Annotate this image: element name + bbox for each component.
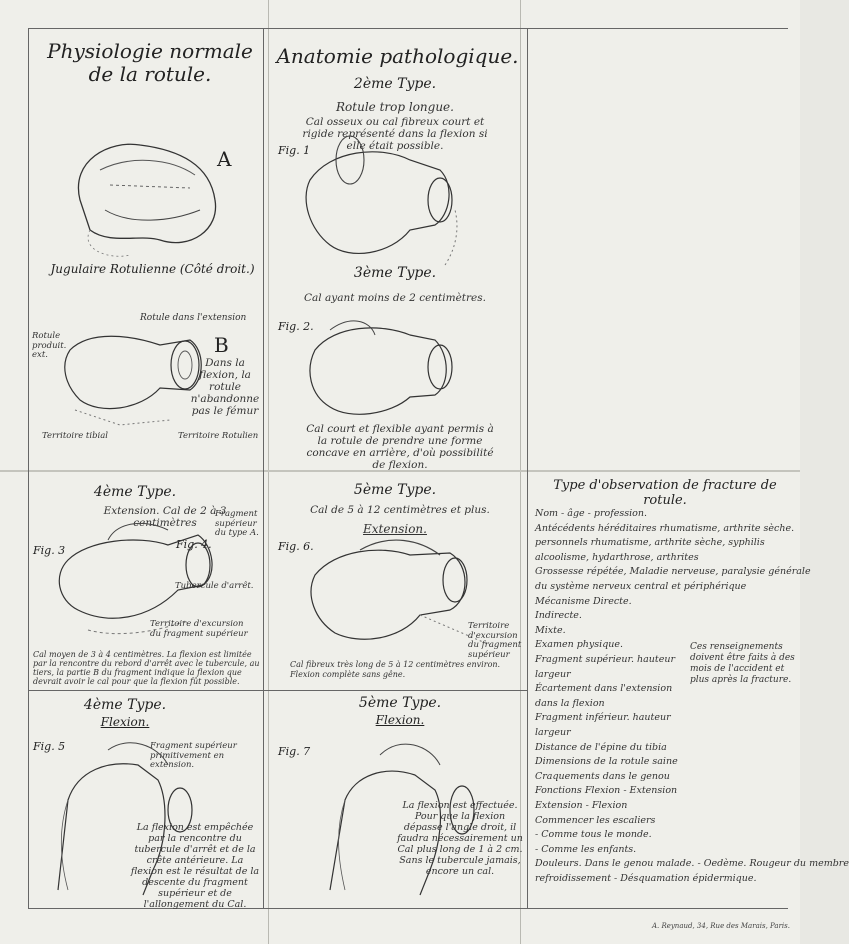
jugulaire-caption: Jugulaire Rotulienne (Côté droit.) bbox=[50, 262, 255, 276]
type5b-title: 5ème Type. bbox=[358, 695, 442, 711]
middle-title: Anatomie pathologique. bbox=[276, 44, 519, 68]
flexion-label-mid: Flexion. bbox=[375, 713, 425, 727]
frame-left bbox=[28, 28, 29, 908]
observation-line: Craquements dans le genou bbox=[535, 770, 670, 782]
fig3-label: Fig. 3 bbox=[33, 544, 66, 557]
observation-line: largeur bbox=[535, 668, 571, 680]
fragment-sup-label: Fragment supérieur du type A. bbox=[215, 509, 259, 538]
territoire-excursion-label: Territoire d'excursion du fragment supérieur bbox=[150, 619, 248, 639]
rotule-extension-label: Rotule dans l'extension bbox=[140, 313, 247, 323]
fold-line bbox=[268, 0, 269, 944]
left-title-line1: Physiologie normale bbox=[47, 39, 253, 63]
fig4-label: Fig. 4. bbox=[176, 538, 212, 551]
observation-line: - Comme tous le monde. bbox=[535, 829, 652, 841]
observation-line: Douleurs. Dans le genou malade. - Oedème. Rougeur du membre bbox=[535, 858, 849, 870]
knee-sketch-fig1 bbox=[290, 140, 470, 270]
observation-line: dans la flexion bbox=[535, 697, 605, 709]
observation-line: Écartement dans l'extension bbox=[535, 683, 673, 695]
observation-line: Antécédents héréditaires rhumatisme, arthrite sèche. bbox=[535, 522, 795, 534]
observation-line: Grossesse répétée, Maladie nerveuse, paralysie générale bbox=[535, 566, 811, 578]
observation-line: Dimensions de la rotule saine bbox=[535, 756, 678, 768]
territoire-tibial-label: Territoire tibial bbox=[42, 431, 109, 441]
observation-line: personnels rhumatisme, arthrite sèche, syphilis bbox=[535, 537, 765, 549]
tubercule-label: Tubercule d'arrêt. bbox=[175, 581, 254, 591]
bleed-through-text bbox=[540, 60, 790, 440]
type2-sub: Rotule trop longue. bbox=[336, 100, 454, 114]
observation-line: Fonctions Flexion - Extension bbox=[535, 785, 678, 797]
flexion-caption: Dans la flexion, la rotule n'abandonne pas le fémur bbox=[190, 357, 260, 417]
observation-line: Fragment inférieur. hauteur bbox=[535, 712, 671, 724]
note-left: Cal moyen de 3 à 4 centimètres. La flexion est limitée par la rencontre du rebord d'arrêt avec le tubercule, au tiers, la partie B du fragment indique la flexion que devrait avoir le cal pour que la flexion fût possible. bbox=[33, 650, 260, 686]
observation-line: du système nerveux central et périphérique bbox=[535, 581, 747, 592]
printer-credit: A. Reynaud, 34, Rue des Marais, Paris. bbox=[651, 922, 790, 930]
type3-note: Cal court et flexible ayant permis à la rotule de prendre une forme concave en arrière, d'où possibilité de flexion. bbox=[306, 423, 494, 471]
type4b-title: 4ème Type. bbox=[83, 697, 167, 713]
type2-desc: Cal osseux ou cal fibreux court et rigide représenté dans la flexion si elle était possible. bbox=[302, 116, 488, 152]
letter-b: B bbox=[214, 333, 229, 357]
fig2-label: Fig. 2. bbox=[278, 320, 314, 333]
observation-line: Commencer les escaliers bbox=[535, 814, 656, 826]
column-separator bbox=[527, 28, 528, 908]
cal-fibreux-note: Cal fibreux très long de 5 à 12 centimètres environ. Flexion complète sans gêne. bbox=[290, 660, 501, 679]
fig7-label: Fig. 7 bbox=[278, 745, 311, 758]
type4-title: 4ème Type. bbox=[93, 484, 177, 500]
observation-line: - Comme les enfants. bbox=[535, 843, 637, 855]
type3-title: 3ème Type. bbox=[353, 265, 437, 281]
note-fig7: La flexion est effectuée. Pour que la flexion dépasse l'angle droit, il faudra nécessairement un Cal plus long de 1 à 2 cm. Sans le tubercule jamais, encore un cal. bbox=[397, 800, 523, 877]
fragment-sup-note: Fragment supérieur primitivement en extension. bbox=[150, 741, 237, 770]
left-title-line2: de la rotule. bbox=[88, 62, 212, 86]
frame-top bbox=[28, 28, 788, 29]
type4-sub: Extension. Cal de 2 à 3 centimètres bbox=[103, 505, 227, 529]
fig6-label: Fig. 6. bbox=[278, 540, 314, 553]
letter-a: A bbox=[217, 147, 232, 171]
type3-sub: Cal ayant moins de 2 centimètres. bbox=[304, 292, 486, 304]
territoire-rotulien-label: Territoire Rotulien bbox=[178, 431, 259, 441]
observation-line: Mixte. bbox=[535, 624, 566, 636]
side-note: Ces renseignements doivent être faits à des mois de l'accident et plus après la fracture. bbox=[690, 642, 795, 685]
rotule-side-label: Rotule produit. ext. bbox=[32, 331, 67, 360]
note-fig5: La flexion est empêchée par la rencontre du tubercule d'arrêt et de la crête antérieure. La flexion est le résultat de la descente du fragment supérieur et de l'allongement du Cal. bbox=[130, 822, 260, 910]
knee-sketch-fig2 bbox=[300, 315, 470, 425]
type5-sub: Cal de 5 à 12 centimètres et plus. bbox=[310, 504, 490, 516]
observation-line: Indirecte. bbox=[535, 610, 582, 622]
observation-line: alcoolisme, hydarthrose, arthrites bbox=[535, 551, 699, 563]
observation-line: largeur bbox=[535, 727, 571, 738]
type5-title: 5ème Type. bbox=[353, 482, 437, 498]
observation-line: Examen physique. bbox=[535, 639, 624, 651]
row-separator bbox=[28, 690, 528, 691]
observation-line: Extension - Flexion bbox=[535, 800, 628, 811]
observation-line: Mécanisme Directe. bbox=[535, 595, 632, 607]
territoire-excursion-label-mid: Territoire d'excursion du fragment supérieur bbox=[468, 621, 522, 660]
type2-title: 2ème Type. bbox=[353, 76, 437, 92]
flexion-label-left: Flexion. bbox=[100, 715, 150, 729]
observation-title: Type d'observation de fracture de rotule. bbox=[553, 478, 777, 508]
fig1-label: Fig. 1 bbox=[278, 144, 311, 157]
observation-line: Distance de l'épine du tibia bbox=[535, 741, 667, 753]
fig5-label: Fig. 5 bbox=[33, 740, 66, 753]
column-separator bbox=[263, 28, 264, 908]
observation-line: Nom - âge - profession. bbox=[535, 508, 648, 519]
extension-label: Extension. bbox=[363, 522, 427, 536]
observation-line: refroidissement - Désquamation épidermique. bbox=[535, 873, 757, 884]
observation-line: Fragment supérieur. hauteur bbox=[535, 654, 676, 665]
